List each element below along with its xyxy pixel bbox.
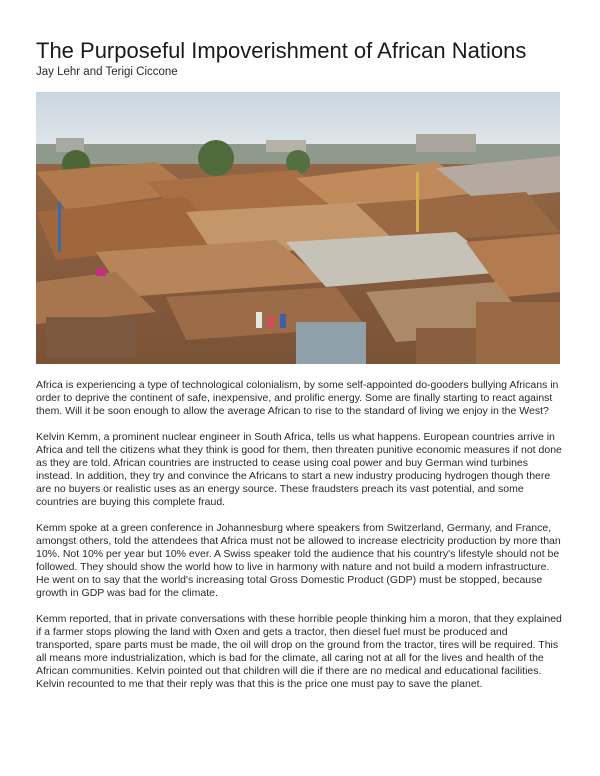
paragraph-3: Kemm spoke at a green conference in Johannesburg where speakers from Switzerland, Germany, and France, amongst others, told the attendees that Africa must not be allowed to increase electricity production by more than 10%. Not 10% per year but 10% ever. A Swiss speaker told the audience that his country's lifestyle should not be followed. They should show the world how to live in harmony with nature and not build a modern infrastructure. He went on to say that the world's increasing total Gross Domestic Product (GDP) must be stopped, because growth in GDP was bad for the climate. [36, 522, 561, 599]
article-title: The Purposeful Impoverishment of African Nations [36, 38, 527, 63]
slum-rooftops-photo [36, 92, 560, 364]
paragraph-2: Kelvin Kemm, a prominent nuclear engineer in South Africa, tells us what happens. European countries arrive in Africa and tell the citizens what they think is good for them, then threaten punitive economic measures if not done as they are told. African countries are instructed to cease using coal power and buy German wind turbines instead. In addition, they try and convince the Africans to start a new industry producing hydrogen though there are no buyers or realistic uses as an energy source. These fraudsters preach its vast potential, and some countries are buying this complete fraud. [36, 431, 562, 508]
paragraph-4: Kemm reported, that in private conversations with these horrible people thinking him a moron, that they explained if a farmer stops plowing the land with Oxen and gets a tractor, then diesel fuel must be produced and transported, spare parts must be made, the oil will drop on the ground from the tractor, tires will be required. This all means more industrialization, which is bad for the climate, all caring not at all for the lives and health of the African communities. Kelvin pointed out that children will die if there are no medical and educational facilities. Kelvin recounted to me that their reply was that this is the price one must pay to save the planet. [36, 613, 562, 690]
article-authors: Jay Lehr and Terigi Ciccone [36, 66, 178, 78]
paragraph-1: Africa is experiencing a type of technological colonialism, by some self-appointed do-gooders bullying Africans in order to deprive the continent of safe, inexpensive, and prolific energy. Some are finally starting to react against them. Will it be soon enough to allow the average African to rise to the standard of living we enjoy in the West? [36, 379, 559, 417]
article-body [36, 379, 564, 704]
